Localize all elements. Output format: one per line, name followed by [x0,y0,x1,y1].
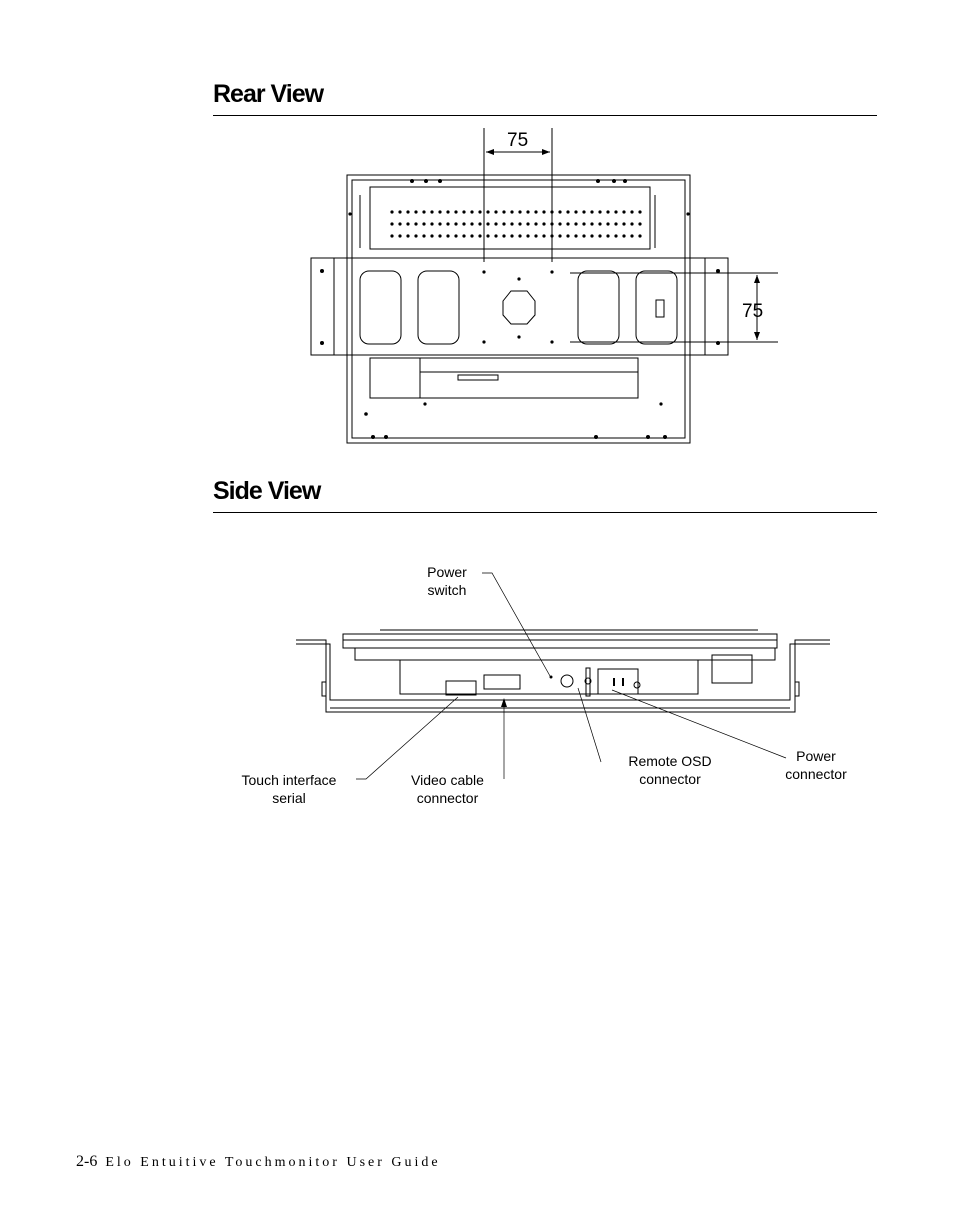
callout-touch-interface: Touch interface serial [241,772,337,806]
side-view-heading: Side View [213,477,321,505]
side-view-divider [213,512,877,513]
document-title: Elo Entuitive Touchmonitor User Guide [105,1155,441,1170]
rear-view-heading: Rear View [213,80,324,108]
callout-video-cable: Video cable connector [411,772,484,806]
callout-power-connector: Power connector [785,748,847,782]
rear-dim-horizontal: 75 [507,130,529,151]
rear-dim-vertical: 75 [742,301,764,322]
callout-remote-osd: Remote OSD connector [628,753,712,787]
page-number: 2-6 [76,1153,98,1170]
page-footer [76,1153,441,1171]
callout-power-switch: Power switch [427,564,467,598]
rear-view-drawing [0,0,954,460]
